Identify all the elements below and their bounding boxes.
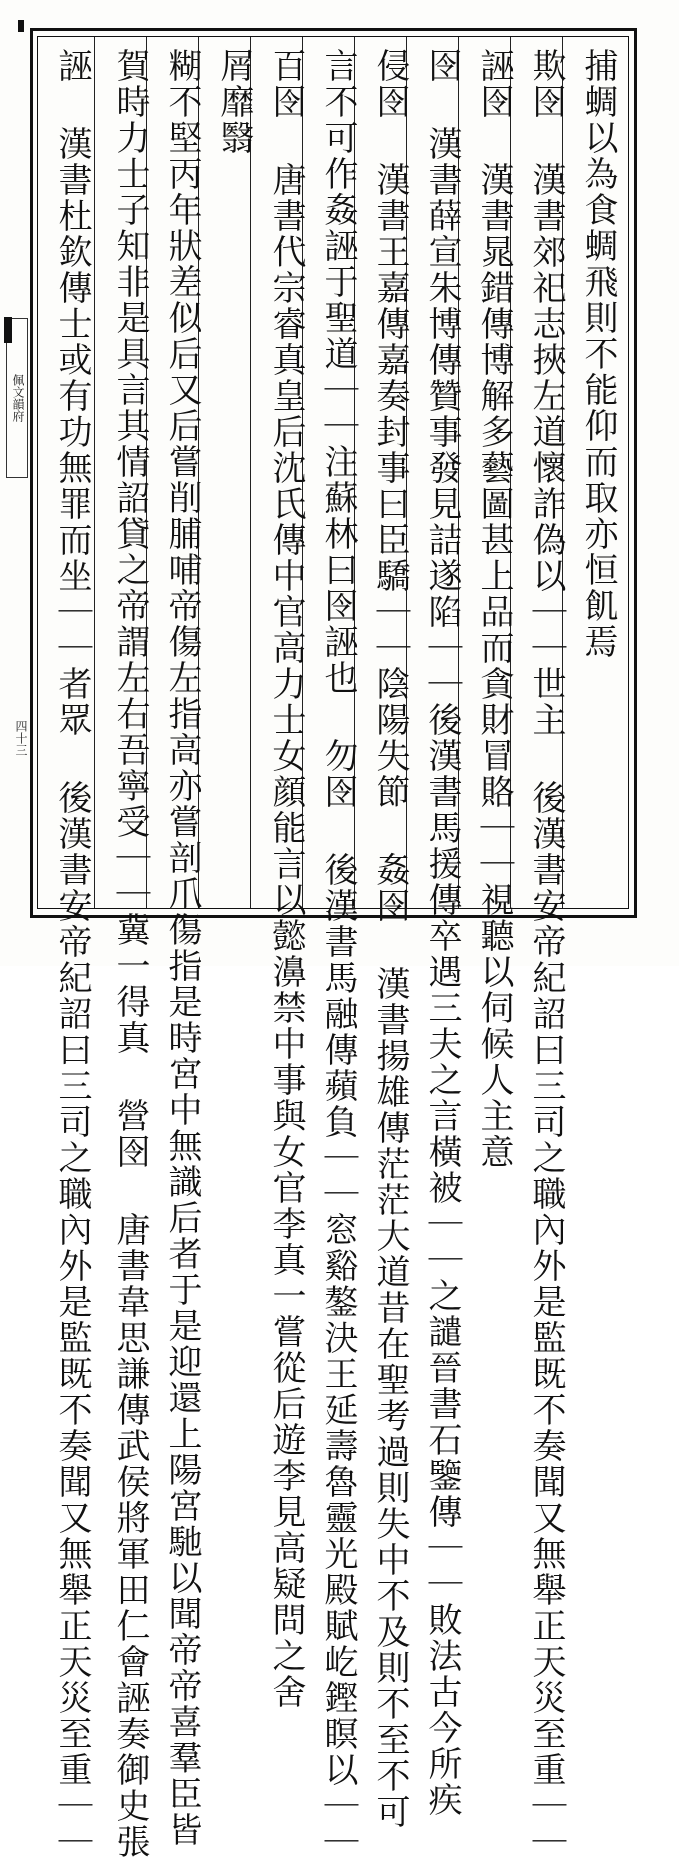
text-column-1: 捕蜩以為食蜩飛則不能仰而取亦恒飢焉	[578, 48, 618, 660]
text-column-6: 言不可作姦誣于聖道｜｜注蘇林曰囹誣也 勿囹 後漢書馬融傳蘋負｜｜窓谿鏊決王延壽魯靈光殿賦屹鏗瞑以｜｜	[318, 48, 358, 1860]
margin-tab-text: 佩文韻府	[11, 374, 25, 422]
text-column-10: 賀時力士子知非是具言其情詔貸之帝謂左右吾寧受｜｜冀一得真 營囹 唐書韋思謙傳武侯將軍田仁會誣奏御史張	[110, 48, 150, 1860]
text-column-7: 百囹 唐書代宗睿真皇后沈氏傳中官高力士女顔能言以懿濞禁中事與女官李真一嘗從后遊李見高疑問之舍	[266, 48, 306, 1710]
text-column-4: 囹 漢書薛宣朱博傳贊事發見詰遂陷｜｜後漢書馬援傳卒遇三夫之言橫被｜｜之譴晉書石鑒傳｜｜敗法古今所疾	[422, 48, 462, 1818]
text-column-2: 欺囹 漢書郊祀志挾左道懷詐偽以｜｜世主 後漢書安帝紀詔曰三司之職內外是監既不奏聞又無舉正天災至重｜｜	[526, 48, 566, 1860]
folio-number: 四十三	[14, 720, 28, 756]
margin-tab	[6, 318, 28, 478]
corner-mark	[18, 20, 24, 32]
text-column-3: 誣囹 漢書晁錯傳博解多藝圖甚上品而貪財冒賂｜｜視聽以伺候人主意	[474, 48, 514, 1170]
text-column-9: 糊不堅丙年狀差似后又后嘗削脯哺帝傷左指高亦嘗剖爪傷指是時宮中無識后者于是迎還上陽宮馳以聞帝帝喜羣臣皆	[162, 48, 202, 1848]
text-column-8: 屑靡翳	[214, 48, 254, 156]
text-column-11: 誣 漢書杜欽傳士或有功無罪而坐｜｜者眾 後漢書安帝紀詔曰三司之職內外是監既不奏聞又無舉正天災至重｜｜	[52, 48, 92, 1860]
text-column-5: 侵囹 漢書王嘉傳嘉奏封事曰臣驕｜｜陰陽失節 姦囹 漢書揚雄傳茫茫大道昔在聖考過則失中不及則不至不可	[370, 48, 410, 1830]
margin-tab-marker	[4, 317, 12, 343]
